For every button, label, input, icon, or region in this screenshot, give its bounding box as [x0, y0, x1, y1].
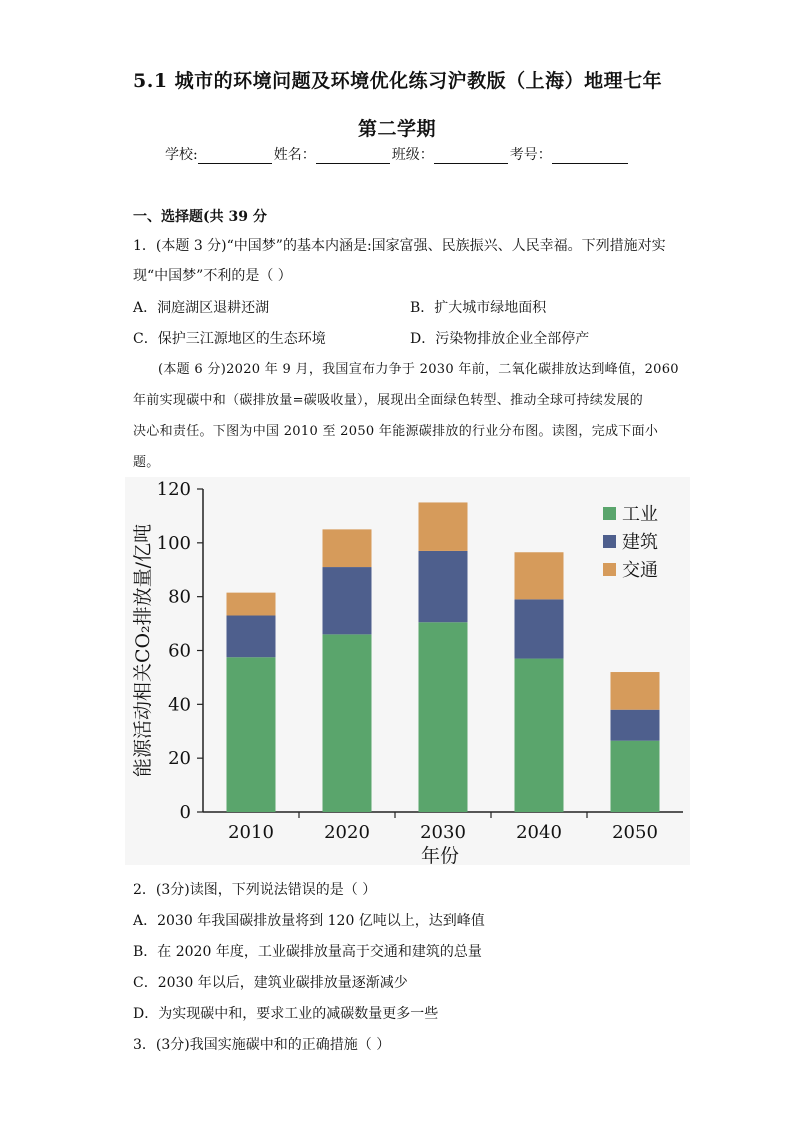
passage-line3: 决心和责任。下图为中国 2010 至 2050 年能源碳排放的行业分布图。读图，完成下面小: [133, 424, 659, 439]
x-tick-label: 2050: [612, 822, 658, 843]
q2-option-d[interactable]: D．为实现碳中和，要求工业的减碳数量更多一些: [133, 1006, 439, 1022]
bar-segment-2030-交通: [419, 502, 468, 550]
legend-label-工业: 工业: [622, 504, 658, 525]
legend-swatch-交通: [603, 563, 616, 576]
bar-segment-2040-交通: [515, 552, 564, 599]
bar-segment-2010-建筑: [227, 616, 276, 658]
q2-option-c[interactable]: C．2030 年以后，建筑业碳排放量逐渐减少: [133, 975, 408, 991]
q1-option-b[interactable]: B．扩大城市绿地面积: [410, 300, 547, 316]
y-tick-label: 20: [168, 748, 191, 770]
q2-option-b[interactable]: B．在 2020 年度，工业碳排放量高于交通和建筑的总量: [133, 944, 482, 960]
q2-stem: 2．(3分)读图，下列说法错误的是（ ）: [133, 882, 377, 898]
bar-segment-2050-建筑: [611, 710, 660, 741]
school-label: 学校:: [165, 147, 198, 163]
exam-number-label: 考号：: [509, 147, 552, 163]
bar-segment-2050-交通: [611, 672, 660, 710]
passage-line2: 年前实现碳中和（碳排放量=碳吸收量），展现出全面绿色转型、推动全球可持续发展的: [133, 393, 644, 408]
bar-segment-2030-建筑: [419, 551, 468, 622]
student-info-row: [165, 144, 630, 164]
exam-number-field[interactable]: [552, 149, 628, 164]
y-axis-title: 能源活动相关CO₂排放量/亿吨: [132, 523, 154, 778]
y-tick-label: 0: [179, 802, 191, 823]
bar-segment-2040-工业: [515, 659, 564, 812]
bar-segment-2020-工业: [323, 634, 372, 812]
x-tick-label: 2030: [420, 822, 466, 843]
passage-line1: (本题 6 分)2020 年 9 月，我国宣布力争于 2030 年前，二氧化碳排放达到峰值，2060: [158, 362, 679, 377]
bar-segment-2040-建筑: [515, 599, 564, 658]
name-field[interactable]: [316, 149, 390, 164]
legend-swatch-建筑: [603, 535, 616, 548]
emissions-stacked-bar-chart: [125, 477, 690, 865]
x-axis-title: 年份: [420, 845, 460, 865]
x-tick-label: 2020: [324, 822, 370, 843]
passage-line4: 题。: [133, 455, 160, 470]
q3-stem: 3．(3分)我国实施碳中和的正确措施（ ）: [133, 1037, 391, 1053]
q1-stem-line1: 1．(本题 3 分)“中国梦”的基本内涵是:国家富强、民族振兴、人民幸福。下列措施对实: [133, 238, 666, 254]
section-heading: 一、选择题(共 39 分: [133, 209, 267, 225]
q2-option-a[interactable]: A．2030 年我国碳排放量将到 120 亿吨以上，达到峰值: [133, 913, 485, 929]
y-tick-label: 60: [168, 640, 191, 662]
y-tick-label: 80: [168, 586, 191, 608]
q1-option-c[interactable]: C．保护三江源地区的生态环境: [133, 331, 326, 347]
y-tick-label: 120: [156, 479, 191, 500]
bar-segment-2020-交通: [323, 529, 372, 567]
page-subtitle: 第二学期: [358, 118, 437, 140]
school-field[interactable]: [198, 149, 272, 164]
y-tick-label: 100: [156, 532, 191, 554]
legend-swatch-工业: [603, 507, 616, 520]
q1-stem-line2: 现“中国梦”不利的是（ ）: [133, 268, 292, 284]
x-tick-label: 2010: [228, 822, 274, 843]
legend-label-交通: 交通: [622, 560, 658, 581]
q1-option-a[interactable]: A．洞庭湖区退耕还湖: [133, 300, 270, 316]
legend-label-建筑: 建筑: [622, 532, 658, 553]
class-field[interactable]: [434, 149, 508, 164]
bar-segment-2030-工业: [419, 622, 468, 812]
class-label: 班级：: [391, 147, 434, 163]
x-tick-label: 2040: [516, 822, 562, 843]
bar-segment-2010-交通: [227, 593, 276, 616]
page-title: 5.1 城市的环境问题及环境优化练习沪教版（上海）地理七年: [133, 70, 663, 92]
bar-segment-2050-工业: [611, 741, 660, 812]
bar-segment-2020-建筑: [323, 567, 372, 634]
name-label: 姓名：: [273, 147, 316, 163]
bar-segment-2010-工业: [227, 657, 276, 812]
y-tick-label: 40: [168, 694, 191, 716]
q1-option-d[interactable]: D．污染物排放企业全部停产: [410, 331, 590, 347]
